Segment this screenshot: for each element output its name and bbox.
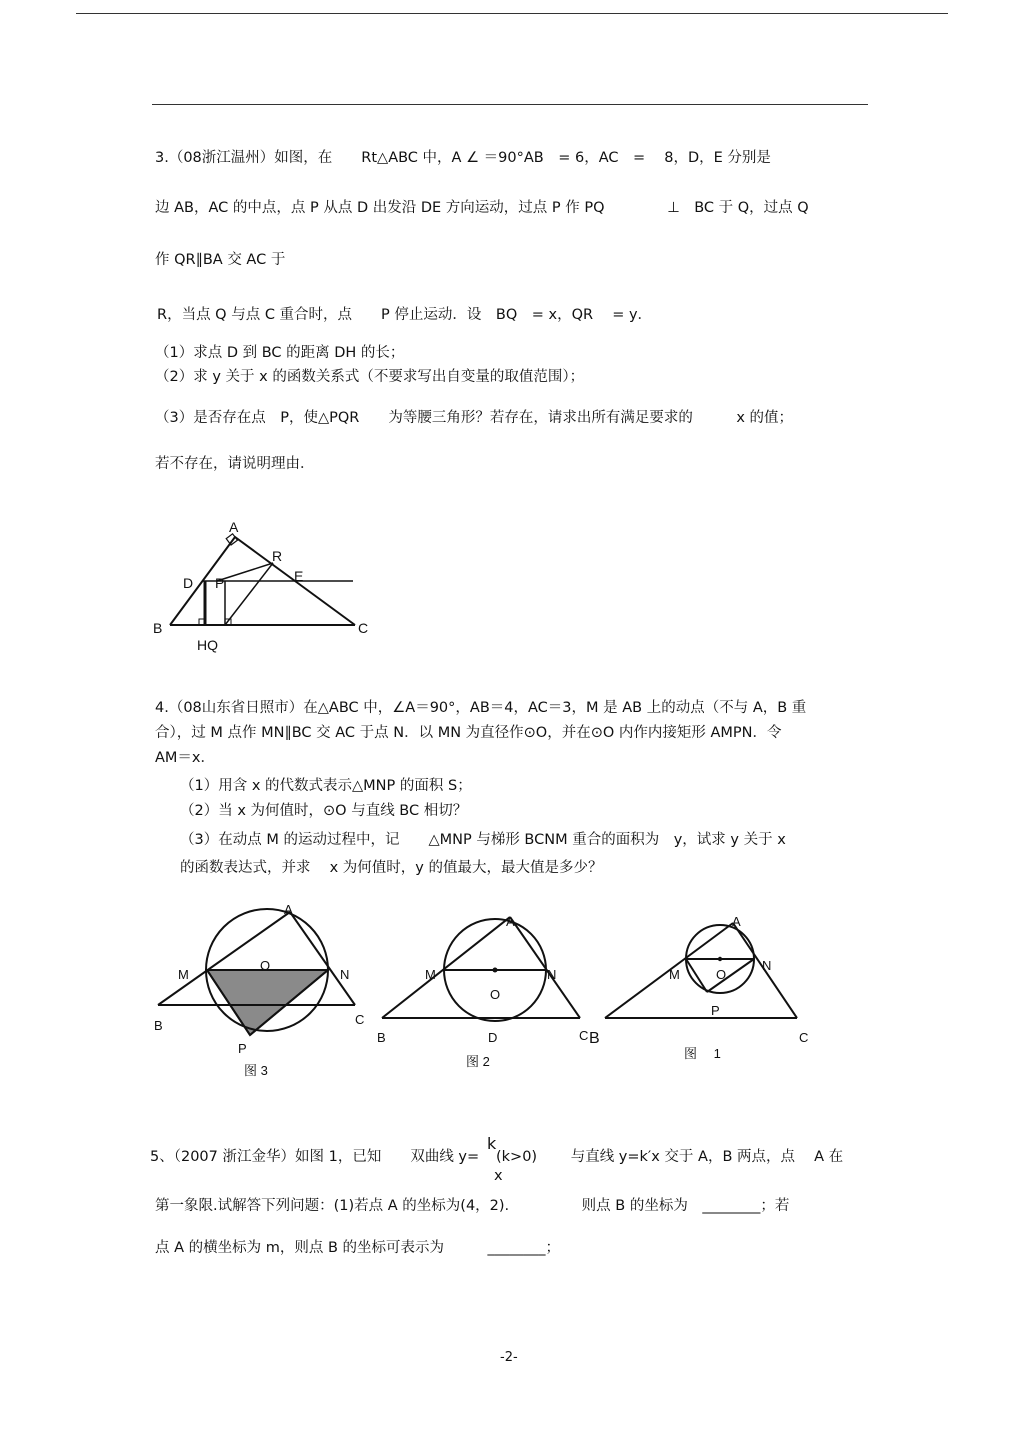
p4f2-label-M: M [425,967,436,982]
p4f1-label-B: B [589,1030,600,1047]
p4f2-label-C: C [579,1028,589,1043]
p4-figure-2 [370,905,605,1075]
p3-q1: （1）求点 D 到 BC 的距离 DH 的长； [155,345,405,361]
p4f3-label-B: B [154,1018,163,1033]
p4f3-label-A: A [284,902,293,917]
p5-frac-den: x [494,1168,503,1184]
p3-label-HQ: HQ [197,637,218,653]
p3-line2: 边 AB，AC 的中点，点 P 从点 D 出发沿 DE 方向运动，过点 P 作 PQ ⊥ BC 于 Q，过点 Q [155,200,809,216]
page-number: -2- [500,1350,518,1365]
p4f3-label-P: P [238,1041,247,1056]
p3-label-C: C [358,620,369,636]
p4f2-label-N: N [547,967,557,982]
p3-figure [145,515,385,660]
p4f3-label-C: C [355,1012,365,1027]
p4f3-caption: 图 3 [244,1063,268,1078]
p4f1-label-O: O [716,967,727,982]
p3-label-D: D [183,575,194,591]
p4-q1: （1）用含 x 的代数式表示△MNP 的面积 S； [180,778,472,794]
p4f3-label-M: M [178,967,189,982]
p3-line4: R，当点 Q 与点 C 重合时，点 P 停止运动．设 BQ = x，QR = y． [157,307,653,323]
p3-label-E: E [294,568,304,584]
p4f1-label-M: M [669,967,680,982]
p4-line1: 4.（08山东省日照市）在△ABC 中，∠A＝90°，AB＝4，AC＝3，M 是 AB 上的动点（不与 A，B 重 [155,700,807,716]
p5-line1a: 5、（2007 浙江金华）如图 1，已知 双曲线 y= [150,1149,480,1165]
p4f2-label-A: A [506,914,515,929]
p4-line2: 合），过 M 点作 MN∥BC 交 AC 于点 N．以 MN 为直径作⊙O，并在⊙O 内作内接矩形 AMPN．令 [155,725,782,741]
p5-line3: 点 A 的横坐标为 m，则点 B 的坐标可表示为 ________； [155,1240,561,1256]
p3-label-P: P [215,575,225,591]
p4f3-label-O: O [260,958,271,973]
p5-line1b: (k>0) 与直线 y=k′x 交于 A，B 两点，点 A 在 [496,1149,844,1165]
p4f2-label-D: D [488,1030,498,1045]
p4-q3: （3）在动点 M 的运动过程中，记 △MNP 与梯形 BCNM 重合的面积为 y，试求 y 关于 x [180,832,786,848]
p4f1-label-N: N [762,958,772,973]
p4-figure-3 [150,900,370,1090]
p3-line1: 3.（08浙江温州）如图，在 Rt△ABC 中，A ∠ ＝90°AB = 6，AC = 8，D，E 分别是 [155,150,771,166]
p4-q3b: 的函数表达式，并求 x 为何值时，y 的值最大，最大值是多少？ [180,860,603,876]
header-rule [152,104,868,105]
p5-line2: 第一象限.试解答下列问题：(1)若点 A 的坐标为(4，2). 则点 B 的坐标为 ________；若 [155,1198,790,1214]
p4f1-label-A: A [732,914,741,929]
p4f2-caption: 图 2 [466,1054,490,1069]
p3-label-R: R [272,548,283,564]
p3-q3: （3）是否存在点 P，使△PQR 为等腰三角形？若存在，请求出所有满足要求的 x 的值； [155,410,794,426]
p4-line3: AM＝x． [155,750,216,766]
p4f2-label-O: O [490,987,501,1002]
p4f1-label-C: C [799,1030,809,1045]
p3-label-B: B [153,620,163,636]
p3-q2: （2）求 y 关于 x 的函数关系式（不要求写出自变量的取值范围）； [155,369,585,385]
p3-q3b: 若不存在，请说明理由． [155,456,315,472]
p4f1-label-P: P [711,1003,720,1018]
p3-line3: 作 QR∥BA 交 AC 于 [155,252,286,268]
p4-figure-1 [585,905,815,1065]
p5-frac-num: k [487,1134,497,1153]
p3-label-A: A [229,519,239,535]
p4f2-label-B: B [377,1030,386,1045]
p4f3-label-N: N [340,967,350,982]
p4-q2: （2）当 x 为何值时，⊙O 与直线 BC 相切？ [180,803,468,819]
top-rule [76,13,948,14]
p4f1-caption: 图 1 [684,1046,721,1061]
